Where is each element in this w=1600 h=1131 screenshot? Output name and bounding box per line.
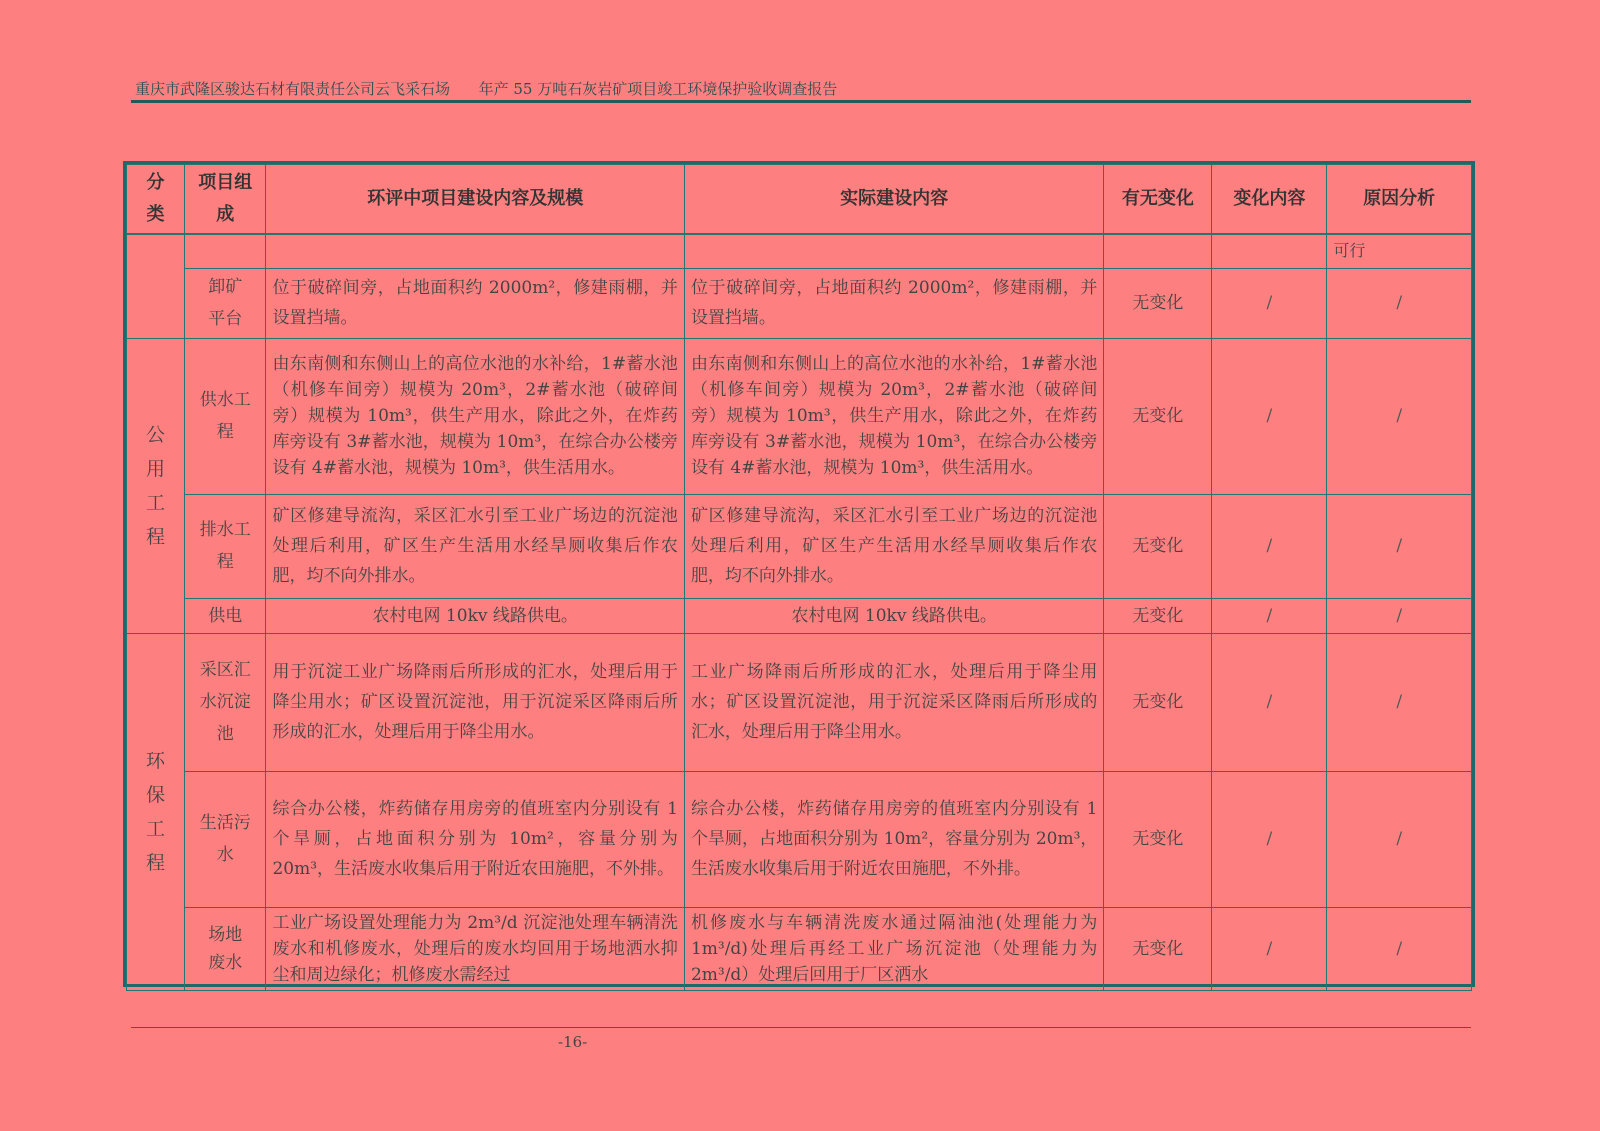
table-row — [127, 268, 1472, 338]
header-component: 项目组 成 — [185, 165, 266, 235]
header-rule — [131, 100, 1471, 103]
actual-cell: 矿区修建导流沟，采区汇水引至工业广场边的沉淀池处理后利用，矿区生产生活用水经旱厕收集后作农肥，均不向外排水。 — [684, 494, 1103, 598]
reason-cell: / — [1327, 633, 1472, 771]
table-row — [127, 907, 1472, 990]
change-content-cell: / — [1212, 598, 1327, 633]
change-content-cell: / — [1212, 494, 1327, 598]
changed-cell: 无变化 — [1104, 633, 1212, 771]
eia-cell: 农村电网 10kv 线路供电。 — [266, 598, 684, 633]
changed-cell: 无变化 — [1104, 338, 1212, 494]
reason-cell: / — [1327, 338, 1472, 494]
component-cell: 场地 废水 — [185, 907, 266, 990]
eia-cell: 矿区修建导流沟，采区汇水引至工业广场边的沉淀池处理后利用，矿区生产生活用水经旱厕收集后作农肥，均不向外排水。 — [266, 494, 684, 598]
eia-cell: 工业广场设置处理能力为 2m³/d 沉淀池处理车辆清洗废水和机修废水，处理后的废水均回用于场地洒水抑尘和周边绿化；机修废水需经过 — [266, 907, 684, 990]
actual-cell: 农村电网 10kv 线路供电。 — [684, 598, 1103, 633]
eia-cell: 由东南侧和东侧山上的高位水池的水补给，1#蓄水池（机修车间旁）规模为 20m³，2#蓄水池（破碎间旁）规模为 10m³，供生产用水，除此之外，在炸药库旁设有 3#蓄水池，规模为 10m³，在综合办公楼旁设有 4#蓄水池，规模为 10m³，供生活用水。 — [266, 338, 684, 494]
change-content-cell: / — [1212, 633, 1327, 771]
header-actual-content: 实际建设内容 — [684, 165, 1103, 235]
table-row — [127, 494, 1472, 598]
header-change-content: 变化内容 — [1212, 165, 1327, 235]
change-content-cell: / — [1212, 338, 1327, 494]
changed-cell: 无变化 — [1104, 494, 1212, 598]
category-cell: 公 用 工 程 — [127, 338, 185, 633]
page-number: -16- — [558, 1033, 588, 1051]
reason-cell: / — [1327, 494, 1472, 598]
table-row — [127, 598, 1472, 633]
eia-cell: 综合办公楼，炸药储存用房旁的值班室内分别设有 1 个旱厕，占地面积分别为 10m²，容量分别为 20m³，生活废水收集后用于附近农田施肥，不外排。 — [266, 771, 684, 907]
header-company: 重庆市武隆区骏达石材有限责任公司云飞采石场 — [135, 80, 451, 98]
actual-cell: 综合办公楼，炸药储存用房旁的值班室内分别设有 1 个旱厕，占地面积分别为 10m²，容量分别为 20m³，生活废水收集后用于附近农田施肥，不外排。 — [684, 771, 1103, 907]
header-reason: 原因分析 — [1327, 165, 1472, 235]
category-cell: 环 保 工 程 — [127, 633, 185, 990]
reason-cell: / — [1327, 771, 1472, 907]
changed-cell: 无变化 — [1104, 268, 1212, 338]
category-cell — [127, 234, 185, 338]
table-row — [127, 771, 1472, 907]
component-cell: 供电 — [185, 598, 266, 633]
actual-cell: 机修废水与车辆清洗废水通过隔油池(处理能力为 1m³/d)处理后再经工业广场沉淀池（处理能力为 2m³/d）处理后回用于厂区洒水 — [684, 907, 1103, 990]
component-cell: 采区汇 水沉淀 池 — [185, 633, 266, 771]
component-cell: 排水工 程 — [185, 494, 266, 598]
eia-cell: 用于沉淀工业广场降雨后所形成的汇水，处理后用于降尘用水；矿区设置沉淀池，用于沉淀采区降雨后所形成的汇水，处理后用于降尘用水。 — [266, 633, 684, 771]
header-eia-content: 环评中项目建设内容及规模 — [266, 165, 684, 235]
footer-rule — [131, 1027, 1471, 1028]
running-header — [135, 78, 837, 99]
reason-cell: / — [1327, 907, 1472, 990]
table-row — [127, 234, 1472, 268]
eia-cell: 位于破碎间旁，占地面积约 2000m²，修建雨棚，并设置挡墙。 — [266, 268, 684, 338]
component-cell: 卸矿 平台 — [185, 268, 266, 338]
table-header-row — [127, 165, 1472, 235]
change-content-cell: / — [1212, 771, 1327, 907]
actual-cell: 工业广场降雨后所形成的汇水，处理后用于降尘用水；矿区设置沉淀池，用于沉淀采区降雨后所形成的汇水，处理后用于降尘用水。 — [684, 633, 1103, 771]
reason-note: 可行 — [1327, 234, 1472, 268]
component-cell: 生活污 水 — [185, 771, 266, 907]
actual-cell: 由东南侧和东侧山上的高位水池的水补给，1#蓄水池（机修车间旁）规模为 20m³，2#蓄水池（破碎间旁）规模为 10m³，供生产用水，除此之外，在炸药库旁设有 3#蓄水池，规模为 10m³，在综合办公楼旁设有 4#蓄水池，规模为 10m³，供生活用水。 — [684, 338, 1103, 494]
change-content-cell: / — [1212, 907, 1327, 990]
header-changed: 有无变化 — [1104, 165, 1212, 235]
changed-cell: 无变化 — [1104, 907, 1212, 990]
actual-cell: 位于破碎间旁，占地面积约 2000m²，修建雨棚，并设置挡墙。 — [684, 268, 1103, 338]
header-category: 分 类 — [127, 165, 185, 235]
header-report-title: 年产 55 万吨石灰岩矿项目竣工环境保护验收调查报告 — [478, 80, 838, 98]
reason-cell: / — [1327, 268, 1472, 338]
component-cell: 供水工 程 — [185, 338, 266, 494]
reason-cell: / — [1327, 598, 1472, 633]
comparison-table — [123, 161, 1475, 987]
changed-cell: 无变化 — [1104, 771, 1212, 907]
table-row — [127, 338, 1472, 494]
change-content-cell: / — [1212, 268, 1327, 338]
changed-cell: 无变化 — [1104, 598, 1212, 633]
table-row — [127, 633, 1472, 771]
